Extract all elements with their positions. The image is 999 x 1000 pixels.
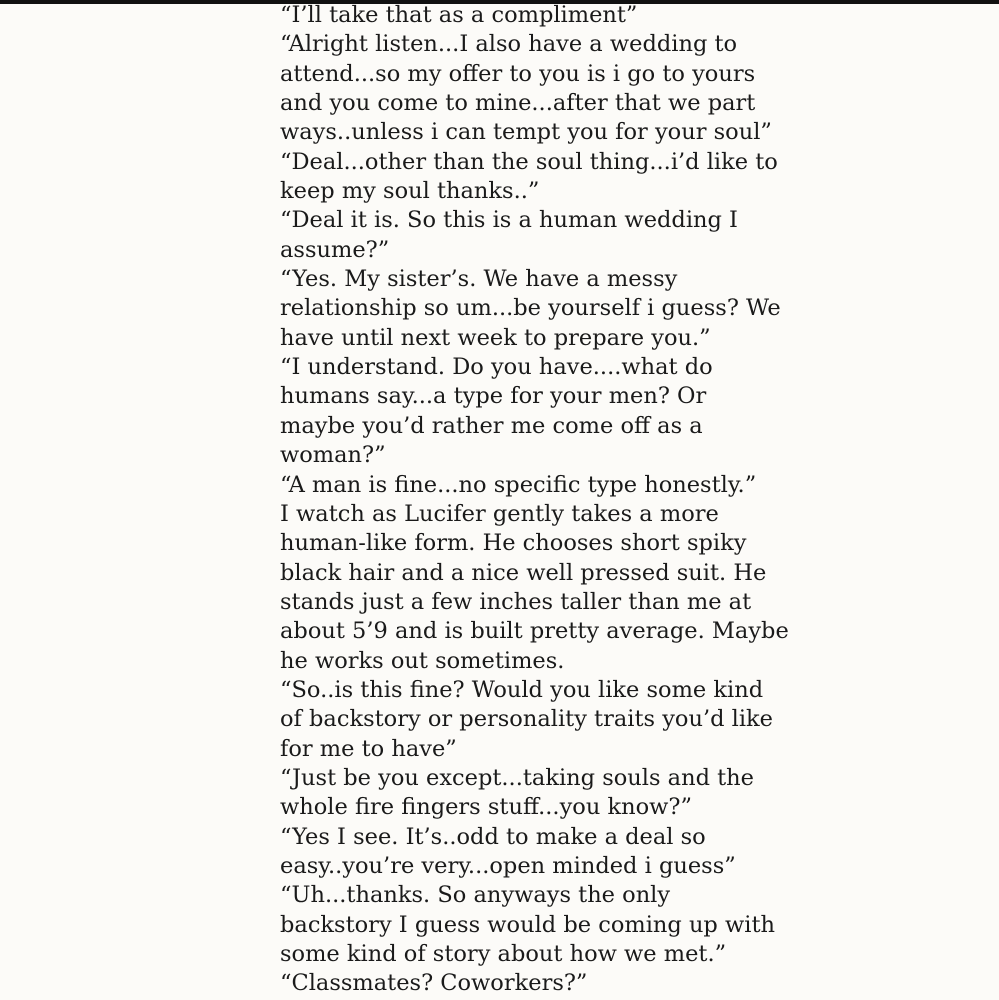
text-line: “Deal it is. So this is a human wedding I bbox=[280, 207, 738, 234]
text-line: backstory I guess would be coming up with bbox=[280, 911, 775, 938]
story-text bbox=[280, 1, 789, 999]
text-line: for me to have” bbox=[280, 735, 457, 762]
text-line: “I’ll take that as a compliment” bbox=[280, 2, 638, 28]
text-line: “Yes I see. It’s..odd to make a deal so bbox=[280, 823, 706, 850]
text-line: easy..you’re very...open minded i guess” bbox=[280, 852, 736, 879]
text-line: relationship so um...be yourself i guess? We bbox=[280, 295, 781, 322]
text-line: whole fire fingers stuff...you know?” bbox=[280, 794, 692, 821]
text-line: humans say...a type for your men? Or bbox=[280, 383, 707, 410]
text-line: maybe you’d rather me come off as a bbox=[280, 412, 703, 439]
text-line: assume?” bbox=[280, 236, 390, 263]
text-line: “Deal...other than the soul thing...i’d like to bbox=[280, 148, 778, 175]
text-line: black hair and a nice well pressed suit. He bbox=[280, 559, 767, 586]
text-line: some kind of story about how we met.” bbox=[280, 941, 727, 967]
text-line: “Yes. My sister’s. We have a messy bbox=[280, 266, 678, 293]
text-line: “Uh...thanks. So anyways the only bbox=[280, 882, 671, 909]
text-line: about 5’9 and is built pretty average. Maybe bbox=[280, 618, 789, 645]
text-line: keep my soul thanks..” bbox=[280, 178, 540, 205]
text-line: he works out sometimes. bbox=[280, 647, 565, 674]
text-line: “I understand. Do you have....what do bbox=[280, 354, 713, 381]
text-line: “So..is this fine? Would you like some kind bbox=[280, 676, 764, 703]
text-line: woman?” bbox=[280, 442, 386, 469]
text-line: “Just be you except...taking souls and the bbox=[280, 764, 754, 791]
text-line: ways..unless i can tempt you for your soul” bbox=[280, 119, 772, 146]
text-line: of backstory or personality traits you’d like bbox=[280, 706, 774, 733]
text-line: attend...so my offer to you is i go to yours bbox=[280, 60, 756, 87]
text-line: human-like form. He chooses short spiky bbox=[280, 530, 747, 557]
text-line: “Classmates? Coworkers?” bbox=[280, 970, 588, 997]
text-line: “A man is fine...no specific type honestly.” bbox=[280, 471, 757, 498]
text-line: “Alright listen...I also have a wedding to bbox=[280, 31, 738, 58]
text-line: I watch as Lucifer gently takes a more bbox=[280, 500, 719, 527]
text-line: have until next week to prepare you.” bbox=[280, 324, 711, 351]
text-line: and you come to mine...after that we part bbox=[280, 90, 756, 117]
text-line: stands just a few inches taller than me at bbox=[280, 588, 752, 615]
